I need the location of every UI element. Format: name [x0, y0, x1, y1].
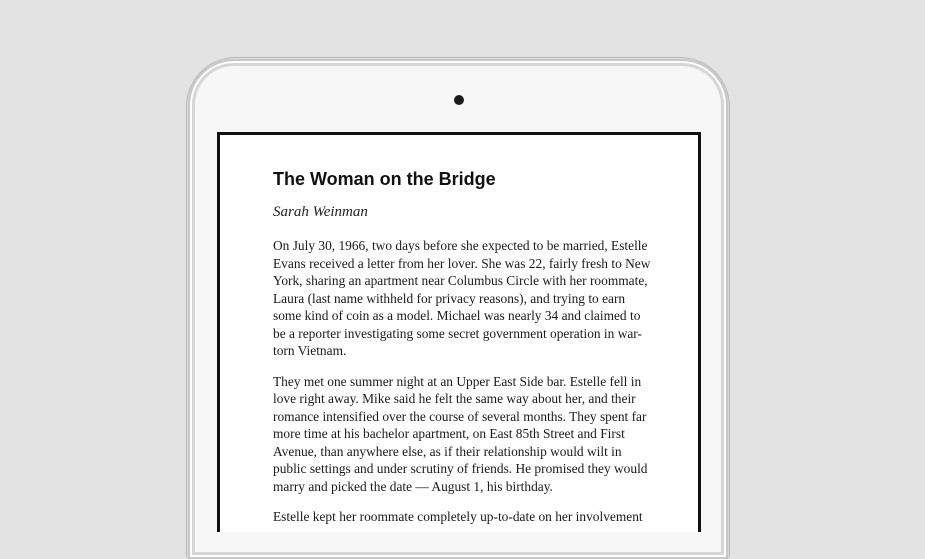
text-line: public settings and under scrutiny of friends. He promised they would [273, 461, 648, 476]
text-line: They met one summer night at an Upper East Side bar. Estelle fell in [273, 373, 642, 389]
reader-screen[interactable] [217, 132, 701, 532]
text-line: more time at his bachelor apartment, on East 85th Street and First [273, 426, 625, 441]
text-line: be a reporter investigating some secret government operation in war- [273, 325, 642, 341]
text-line: York, sharing an apartment near Columbus Circle with her roommate, [273, 273, 648, 288]
text-line: Avenue, than anywhere else, as if their relationship would wilt in [273, 443, 622, 459]
article-title: The Woman on the Bridge [273, 169, 496, 189]
text-line: some kind of coin as a model. Michael was nearly 34 and claimed to [273, 308, 641, 323]
front-camera [454, 95, 464, 105]
text-line: marry and picked the date — August 1, his birthday. [273, 478, 553, 494]
article-content [273, 165, 651, 526]
text-line: Estelle kept her roommate completely up-to-date on her involvement [273, 509, 643, 524]
text-line: On July 30, 1966, two days before she expected to be married, Estelle [273, 238, 648, 253]
text-line: love right away. Mike said he felt the same way about her, and their [273, 391, 636, 406]
text-line: torn Vietnam. [273, 343, 347, 358]
text-line: Laura (last name withheld for privacy reasons), and trying to earn [273, 290, 626, 306]
article-paragraph [273, 373, 648, 496]
article-paragraph [273, 508, 643, 526]
article-paragraph [273, 237, 651, 360]
article-author: Sarah Weinman [273, 204, 368, 220]
text-line: romance intensified over the course of several months. They spent far [273, 408, 647, 424]
text-line: Evans received a letter from her lover. She was 22, fairly fresh to New [273, 255, 651, 271]
